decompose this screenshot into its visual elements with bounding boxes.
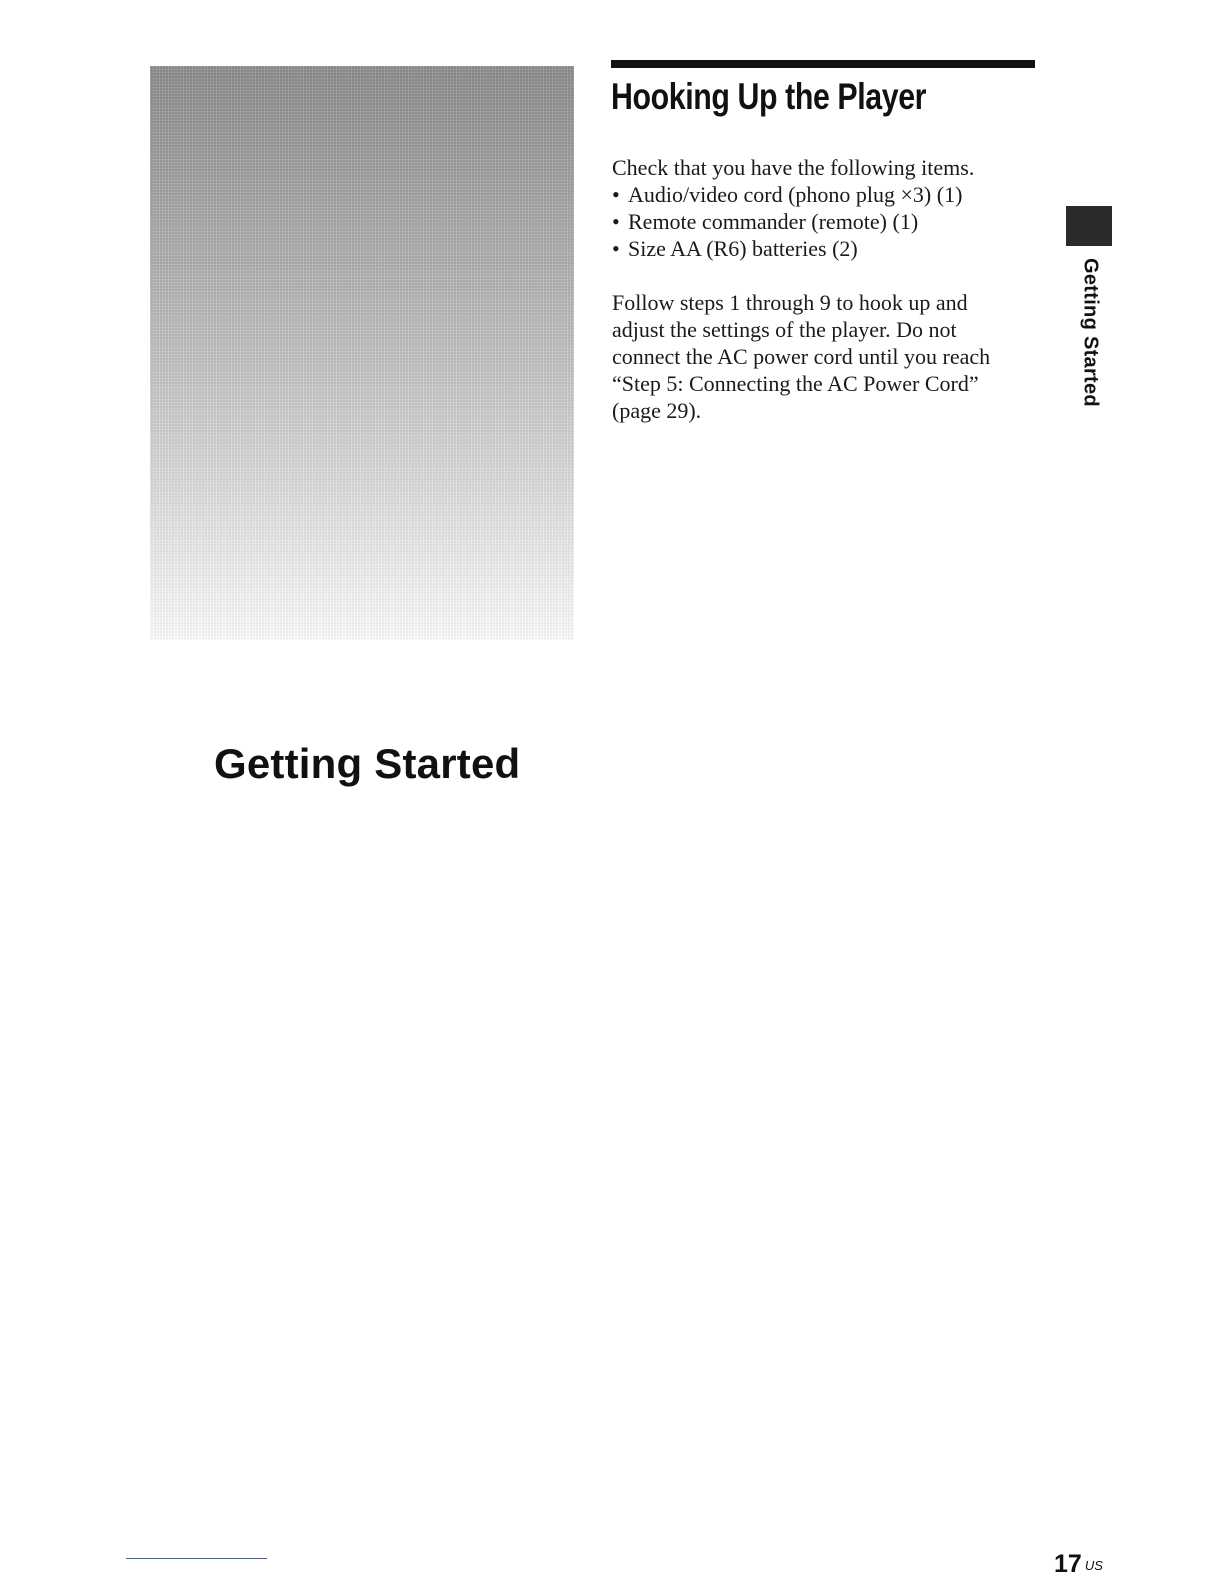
section-heading: Hooking Up the Player <box>611 76 927 117</box>
page-number-suffix: US <box>1084 1558 1103 1573</box>
chapter-tab-marker <box>1066 206 1112 246</box>
page-number <box>1054 1552 1103 1577</box>
list-item-text: Size AA (R6) batteries (2) <box>628 236 858 261</box>
bullet-icon: • <box>612 209 620 234</box>
footer-line <box>126 1558 267 1559</box>
list-item <box>612 235 1032 262</box>
chapter-title: Getting Started <box>214 740 521 787</box>
heading-rule <box>611 60 1035 68</box>
list-item <box>612 181 1032 208</box>
list-item-text: Audio/video cord (phono plug ×3) (1) <box>628 182 963 207</box>
side-tab-label: Getting Started <box>1079 258 1102 407</box>
items-list <box>612 181 1032 262</box>
instructions-text: Follow steps 1 through 9 to hook up and adjust the settings of the player. Do not connect the AC power cord until you reach “Step 5: Connecting the AC Power Cord” (page 29). <box>612 290 991 423</box>
page-number-value: 17 <box>1054 1550 1082 1578</box>
chapter-gradient-image <box>150 66 574 640</box>
list-item <box>612 208 1032 235</box>
bullet-icon: • <box>612 182 620 207</box>
bullet-icon: • <box>612 236 620 261</box>
list-item-text: Remote commander (remote) (1) <box>628 209 919 234</box>
intro-text: Check that you have the following items. <box>612 155 975 180</box>
